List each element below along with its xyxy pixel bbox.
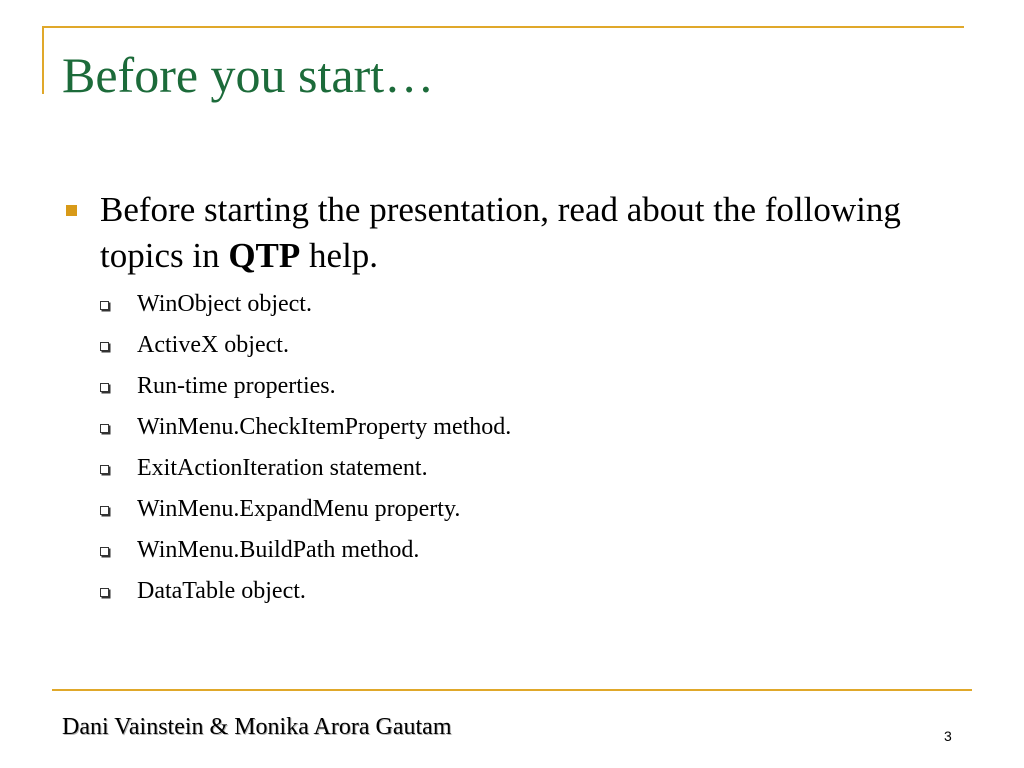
topic-text: ActiveX object. — [137, 332, 289, 358]
topic-item — [100, 284, 511, 325]
topic-text: WinObject object. — [137, 291, 312, 317]
main-bullet-text — [100, 187, 950, 279]
title-frame-vertical-line — [42, 26, 44, 94]
topic-text: ExitActionIteration statement. — [137, 455, 428, 481]
hollow-square-bullet-icon — [100, 465, 109, 474]
topics-list — [100, 284, 511, 612]
hollow-square-bullet-icon — [100, 588, 109, 597]
topic-item — [100, 448, 511, 489]
main-bullet-text-before: Before starting the presentation, read about the following topics in — [100, 190, 901, 275]
hollow-square-bullet-icon — [100, 301, 109, 310]
topic-text: WinMenu.BuildPath method. — [137, 537, 420, 563]
topic-text: Run-time properties. — [137, 373, 336, 399]
topic-item — [100, 571, 511, 612]
main-bullet-text-after: help. — [300, 236, 379, 275]
hollow-square-bullet-icon — [100, 547, 109, 556]
page-number: 3 — [944, 728, 952, 744]
hollow-square-bullet-icon — [100, 383, 109, 392]
topic-item — [100, 366, 511, 407]
topic-text: WinMenu.ExpandMenu property. — [137, 496, 461, 522]
topic-item — [100, 489, 511, 530]
hollow-square-bullet-icon — [100, 424, 109, 433]
topic-text: WinMenu.CheckItemProperty method. — [137, 414, 512, 440]
hollow-square-bullet-icon — [100, 506, 109, 515]
qtp-bold-text: QTP — [228, 236, 301, 275]
hollow-square-bullet-icon — [100, 342, 109, 351]
topic-text: DataTable object. — [137, 578, 306, 604]
footer-divider — [52, 689, 972, 691]
title-frame-horizontal-line — [42, 26, 964, 28]
slide-title: Before you start… — [62, 47, 435, 103]
square-bullet-icon — [66, 205, 77, 216]
topic-item — [100, 407, 511, 448]
footer-author: Dani Vainstein & Monika Arora Gautam — [62, 714, 452, 740]
topic-item — [100, 325, 511, 366]
topic-item — [100, 530, 511, 571]
